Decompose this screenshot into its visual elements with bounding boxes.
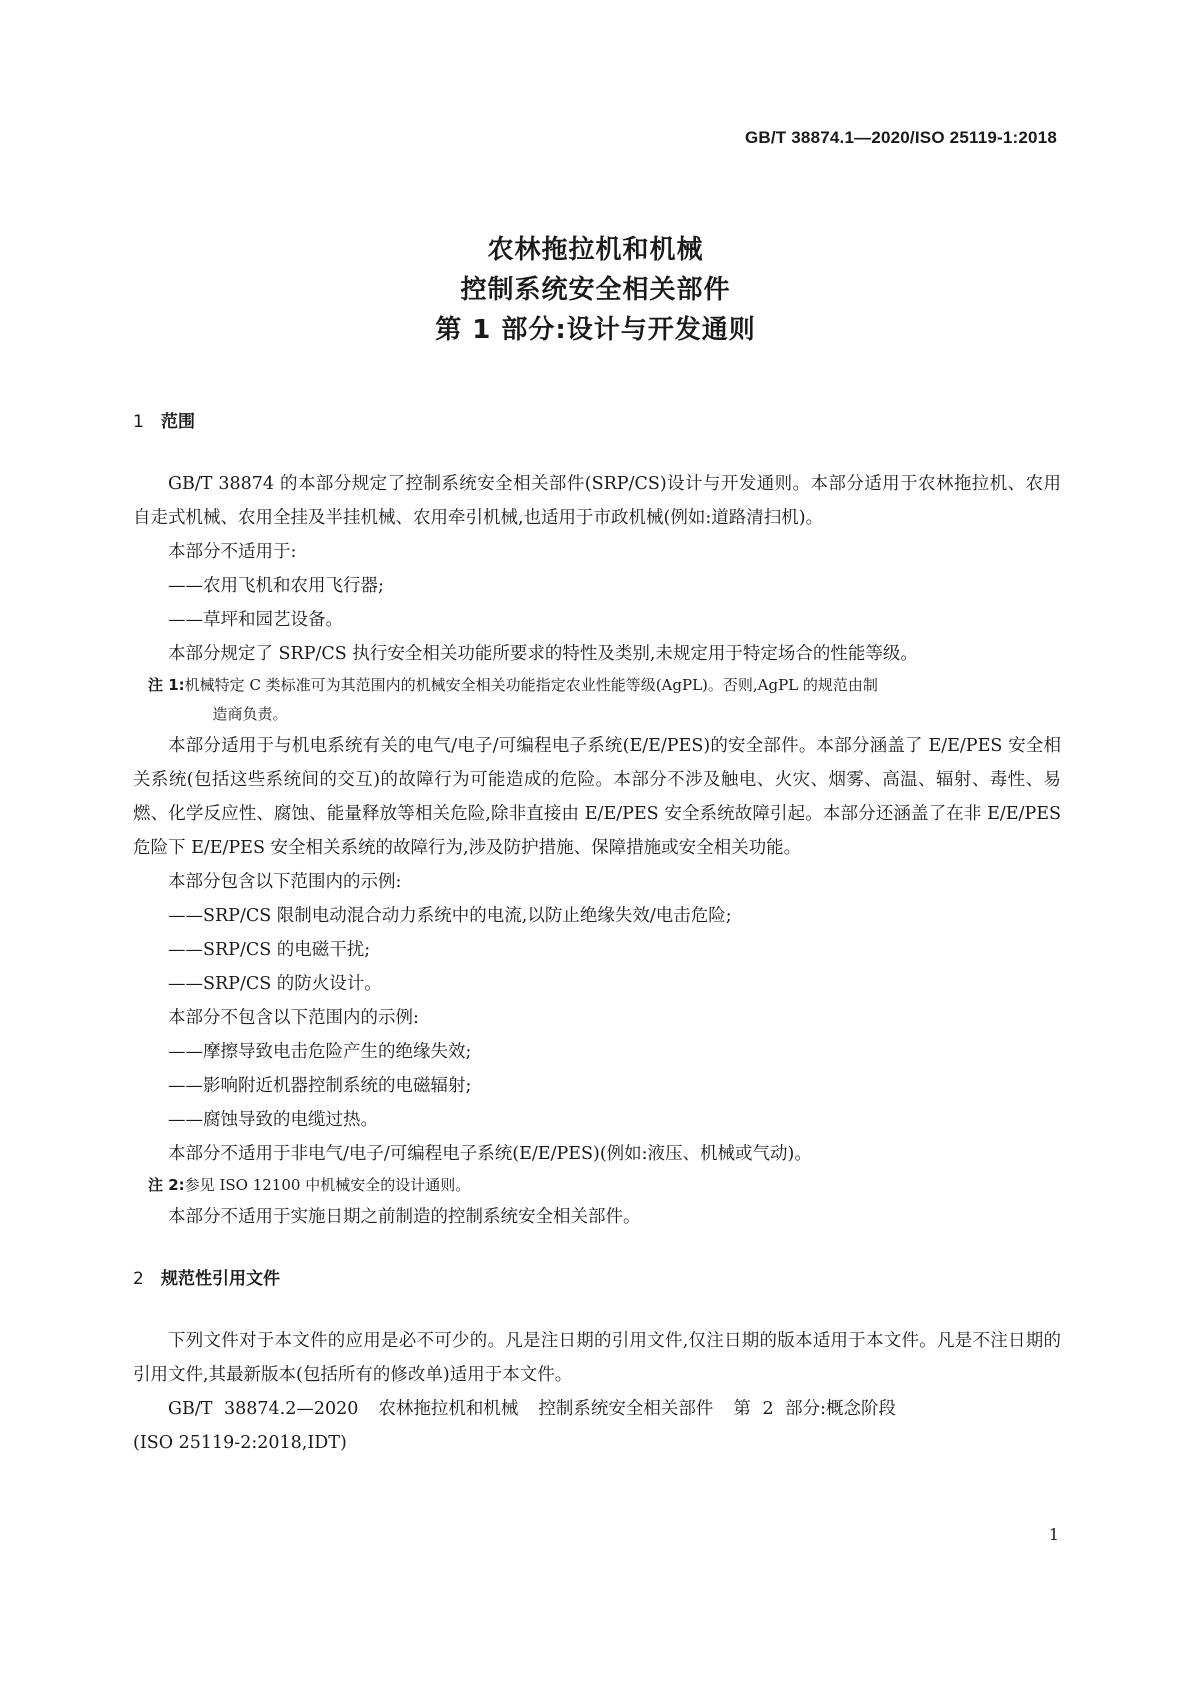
paragraph: 本部分不包含以下范围内的示例:	[168, 1008, 419, 1028]
note-1	[133, 671, 1061, 729]
list-item: ——SRP/CS 限制电动混合动力系统中的电流,以防止绝缘失效/电击危险;	[168, 906, 732, 926]
note-text-continued: 造商负责。	[212, 705, 288, 723]
paragraph: 本部分不适用于:	[168, 542, 297, 562]
paragraph: 本部分包含以下范围内的示例:	[168, 872, 402, 892]
section-title: 范围	[161, 412, 195, 432]
reference-entry-continued: (ISO 25119-2:2018,IDT)	[133, 1433, 347, 1453]
paragraph: 下列文件对于本文件的应用是必不可少的。凡是注日期的引用文件,仅注日期的版本适用于本文件。凡是不注日期的引用文件,其最新版本(包括所有的修改单)适用于本文件。	[133, 1331, 1061, 1385]
paragraph: 本部分适用于与机电系统有关的电气/电子/可编程电子系统(E/E/PES)的安全部件。本部分涵盖了 E/E/PES 安全相关系统(包括这些系统间的交互)的故障行为可能造成的危险。本部分不涉及触电、火灾、烟雾、高温、辐射、毒性、易燃、化学反应性、腐蚀、能量释放等相关危险,除非直接由 E/E/PES 安全系统故障引起。本部分还涵盖了在非 E/E/PES 危险下 E/E/PES 安全相关系统的故障行为,涉及防护措施、保障措施或安全相关功能。	[133, 736, 1061, 858]
title-line-3: 第 1 部分:设计与开发通则	[435, 315, 756, 345]
paragraph: 本部分不适用于实施日期之前制造的控制系统安全相关部件。	[168, 1207, 641, 1227]
reference-entry	[133, 1392, 1061, 1426]
list-item: ——农用飞机和农用飞行器;	[168, 576, 384, 596]
reference-title-part: 控制系统安全相关部件	[538, 1399, 714, 1419]
paragraph: GB/T 38874 的本部分规定了控制系统安全相关部件(SRP/CS)设计与开发通则。本部分适用于农林拖拉机、农用自走式机械、农用全挂及半挂机械、农用牵引机械,也适用于市政机械(例如:道路清扫机)。	[133, 474, 1061, 528]
note-label: 注 2:	[148, 1176, 185, 1194]
section-number: 2	[133, 1269, 144, 1289]
list-item: ——SRP/CS 的电磁干扰;	[168, 940, 371, 960]
document-title	[0, 230, 1191, 350]
section-title: 规范性引用文件	[161, 1269, 280, 1289]
note-text: 参见 ISO 12100 中机械安全的设计通则。	[184, 1176, 471, 1194]
list-item: ——影响附近机器控制系统的电磁辐射;	[168, 1076, 472, 1096]
paragraph: 本部分规定了 SRP/CS 执行安全相关功能所要求的特性及类别,未规定用于特定场合的性能等级。	[168, 644, 918, 664]
reference-title-part: 农林拖拉机和机械	[378, 1399, 519, 1419]
reference-title-part: 第 2 部分:概念阶段	[733, 1399, 897, 1419]
document-body	[133, 405, 1061, 1460]
section-heading-scope	[133, 405, 1061, 439]
list-item: ——摩擦导致电击危险产生的绝缘失效;	[168, 1042, 472, 1062]
page-number: 1	[1048, 1525, 1059, 1544]
note-text: 机械特定 C 类标准可为其范围内的机械安全相关功能指定农业性能等级(AgPL)。否则,AgPL 的规范由制	[184, 676, 878, 694]
title-line-2: 控制系统安全相关部件	[460, 275, 731, 305]
title-line-1: 农林拖拉机和机械	[487, 235, 704, 265]
list-item: ——草坪和园艺设备。	[168, 610, 343, 630]
note-label: 注 1:	[148, 676, 185, 694]
standard-code: GB/T 38874.1—2020/ISO 25119-1:2018	[744, 128, 1057, 147]
section-heading-normative-references	[133, 1262, 1061, 1296]
note-2	[133, 1171, 1061, 1200]
section-number: 1	[133, 412, 144, 432]
paragraph: 本部分不适用于非电气/电子/可编程电子系统(E/E/PES)(例如:液压、机械或气动)。	[168, 1144, 812, 1164]
list-item: ——SRP/CS 的防火设计。	[168, 974, 382, 994]
reference-code: GB/T 38874.2—2020	[168, 1399, 359, 1419]
list-item: ——腐蚀导致的电缆过热。	[168, 1110, 378, 1130]
